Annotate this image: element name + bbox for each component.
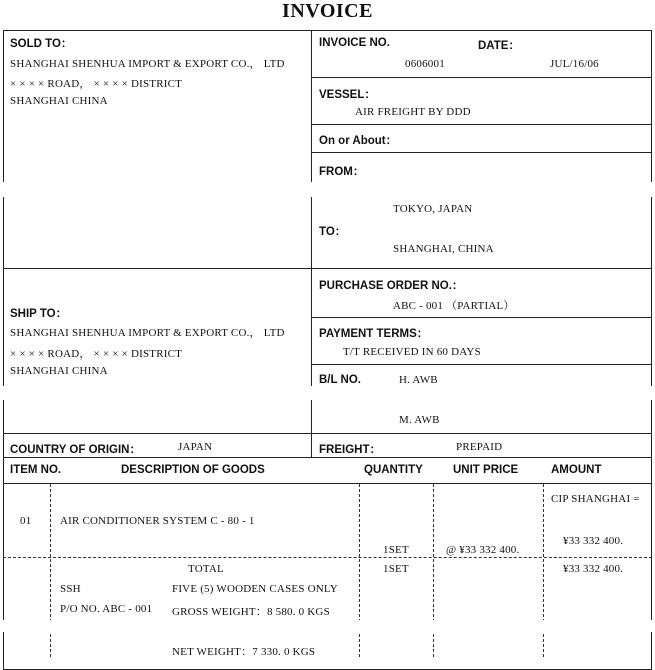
sold-to-label: SOLD TO： [10, 38, 73, 50]
total-label: TOTAL [188, 563, 224, 575]
amount-header: AMOUNT [551, 464, 602, 476]
h-awb-value: H. AWB [399, 374, 438, 386]
divider [311, 364, 652, 365]
divider [311, 124, 652, 125]
to-label: TO： [319, 226, 347, 238]
m-awb-value: M. AWB [399, 414, 440, 426]
ship-to-line: SHANGHAI CHINA [10, 365, 108, 377]
sold-to-line: SHANGHAI SHENHUA IMPORT & EXPORT CO.， LTD [10, 58, 285, 70]
invoice-no-value: 0606001 [405, 58, 445, 70]
divider [311, 152, 652, 153]
scan-gap [0, 182, 655, 197]
divider [311, 317, 652, 318]
row-divider [3, 557, 652, 558]
ship-to-line: × × × × ROAD， × × × × DISTRICT [10, 348, 183, 360]
payment-terms-value: T/T RECEIVED IN 60 DAYS [343, 346, 481, 358]
unit-price-cell: @ ¥33 332 400. [446, 544, 520, 556]
date-label: DATE： [478, 40, 520, 52]
vessel-value: AIR FREIGHT BY DDD [355, 106, 471, 118]
from-label: FROM： [319, 166, 365, 178]
divider [3, 433, 652, 434]
ship-to-line: SHANGHAI SHENHUA IMPORT & EXPORT CO.， LTD [10, 327, 285, 339]
vessel-label: VESSEL： [319, 89, 376, 101]
quantity-header: QUANTITY [364, 464, 423, 476]
divider [3, 268, 652, 269]
ship-to-label: SHIP TO： [10, 308, 68, 320]
total-quantity: 1SET [383, 563, 409, 575]
invoice-no-label: INVOICE NO. [319, 37, 390, 49]
item-no-cell: 01 [20, 515, 32, 527]
date-value: JUL/16/06 [550, 58, 599, 70]
country-of-origin-value: JAPAN [178, 441, 213, 453]
divider [3, 457, 652, 458]
from-value: TOKYO, JAPAN [393, 203, 473, 215]
description-header: DESCRIPTION OF GOODS [121, 464, 265, 476]
total-amount: ¥33 332 400. [563, 563, 624, 575]
gross-weight: GROSS WEIGHT：8 580. 0 KGS [172, 606, 330, 618]
shipping-marks: SSH [60, 583, 81, 595]
amount-terms-cell: CIP SHANGHAI = [551, 493, 640, 505]
on-or-about-label: On or About： [319, 135, 398, 147]
country-of-origin-label: COUNTRY OF ORIGIN： [10, 444, 141, 456]
amount-cell: ¥33 332 400. [563, 535, 624, 547]
net-weight: NET WEIGHT：7 330. 0 KGS [172, 646, 316, 658]
payment-terms-label: PAYMENT TERMS： [319, 328, 429, 340]
item-no-header: ITEM NO. [10, 464, 62, 476]
freight-label: FREIGHT： [319, 444, 381, 456]
description-cell: AIR CONDITIONER SYSTEM C - 80 - 1 [60, 515, 255, 527]
purchase-order-label: PURCHASE ORDER NO.： [319, 280, 464, 292]
quantity-cell: 1SET [383, 544, 409, 556]
sold-to-line: SHANGHAI CHINA [10, 95, 108, 107]
sold-to-line: × × × × ROAD， × × × × DISTRICT [10, 78, 183, 90]
scan-gap [0, 620, 655, 632]
unit-price-header: UNIT PRICE [453, 464, 519, 476]
packing-info: FIVE (5) WOODEN CASES ONLY [172, 583, 338, 595]
invoice-title: INVOICE [282, 0, 373, 22]
divider [3, 483, 652, 484]
po-number: P/O NO. ABC - 001 [60, 603, 153, 615]
freight-value: PREPAID [456, 441, 503, 453]
bl-no-label: B/L NO. [319, 374, 361, 386]
to-value: SHANGHAI, CHINA [393, 243, 494, 255]
scan-gap [0, 386, 655, 400]
purchase-order-value: ABC - 001 （PARTIAL） [393, 300, 515, 312]
divider [311, 77, 652, 78]
